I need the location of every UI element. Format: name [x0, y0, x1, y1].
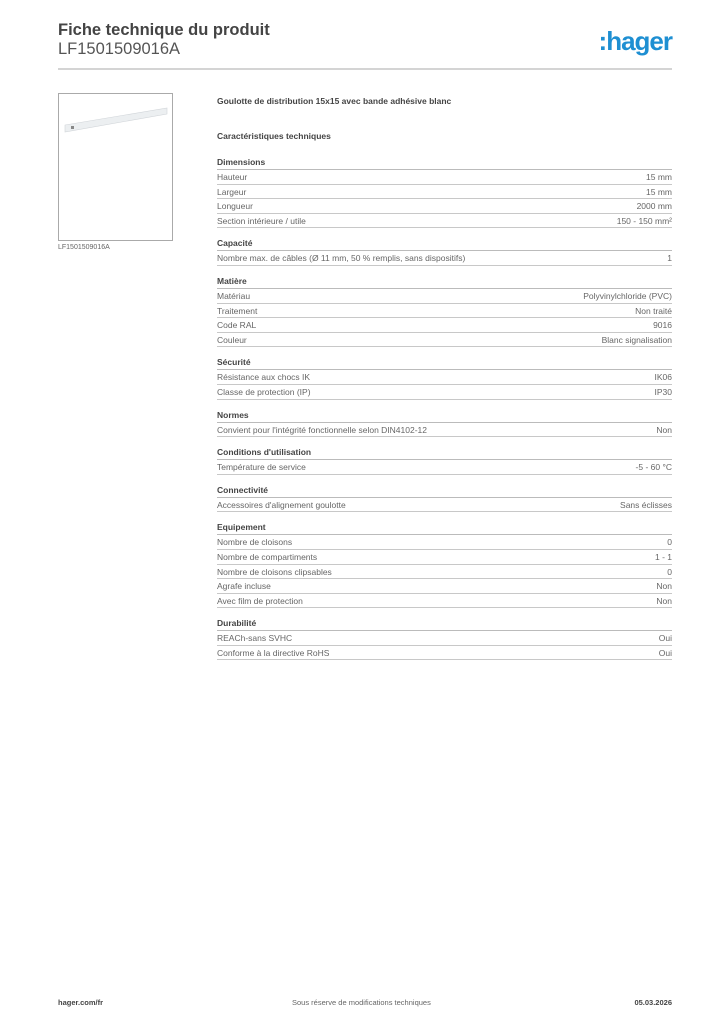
footer-disclaimer: Sous réserve de modifications techniques	[292, 998, 431, 1007]
spec-content	[217, 94, 672, 660]
spec-row	[217, 289, 672, 304]
spec-section	[217, 155, 672, 228]
spec-label: Section intérieure / utile	[217, 215, 306, 226]
spec-label: Avec film de protection	[217, 595, 303, 606]
section-title: Connectivité	[217, 483, 672, 498]
spec-value: Non	[656, 581, 672, 592]
spec-value: Oui	[658, 633, 672, 644]
spec-label: Nombre de compartiments	[217, 551, 318, 562]
spec-value: -5 - 60 °C	[635, 462, 672, 473]
spec-label: Résistance aux chocs IK	[217, 372, 311, 383]
header-divider	[58, 68, 672, 70]
spec-section	[217, 483, 672, 513]
section-title: Equipement	[217, 520, 672, 535]
spec-row	[217, 385, 672, 400]
spec-label: Conforme à la directive RoHS	[217, 647, 330, 658]
spec-row	[217, 370, 672, 385]
spec-value: Oui	[658, 647, 672, 658]
spec-section	[217, 445, 672, 475]
spec-section	[217, 355, 672, 399]
spec-section	[217, 236, 672, 266]
spec-value: 2000 mm	[636, 201, 672, 212]
spec-section	[217, 408, 672, 438]
spec-row	[217, 199, 672, 214]
product-name: Goulotte de distribution 15x15 avec bande adhésive blanc	[217, 96, 452, 106]
spec-section	[217, 520, 672, 608]
spec-label: Classe de protection (IP)	[217, 386, 311, 397]
spec-value: 0	[667, 566, 672, 577]
spec-row	[217, 304, 672, 319]
spec-section	[217, 616, 672, 660]
spec-row	[217, 214, 672, 229]
spec-row	[217, 333, 672, 348]
section-title: Normes	[217, 408, 672, 423]
spec-label: Matériau	[217, 290, 251, 301]
spec-value: Non	[656, 595, 672, 606]
section-title: Conditions d'utilisation	[217, 445, 672, 460]
spec-label: Couleur	[217, 334, 247, 345]
spec-value: IK06	[654, 372, 672, 383]
spec-value: IP30	[654, 386, 672, 397]
footer-date: 05.03.2026	[634, 998, 672, 1007]
spec-row	[217, 565, 672, 580]
image-caption: LF1501509016A	[58, 244, 110, 251]
spec-row	[217, 185, 672, 200]
spec-value: Non traité	[635, 305, 672, 316]
spec-label: Largeur	[217, 186, 247, 197]
spec-label: REACh-sans SVHC	[217, 633, 293, 644]
spec-label: Convient pour l'intégrité fonctionnelle selon DIN4102-12	[217, 424, 428, 435]
spec-label: Accessoires d'alignement goulotte	[217, 499, 346, 510]
spec-value: 15 mm	[646, 172, 672, 182]
spec-row	[217, 460, 672, 475]
product-image	[58, 93, 173, 241]
hager-logo: :hager	[598, 26, 672, 56]
spec-section	[217, 274, 672, 347]
spec-row	[217, 579, 672, 594]
spec-label: Longueur	[217, 201, 253, 212]
spec-row	[217, 594, 672, 609]
spec-value: 1	[667, 253, 672, 264]
spec-value: Non	[656, 424, 672, 435]
characteristics-heading: Caractéristiques techniques	[217, 131, 331, 141]
spec-value: 9016	[653, 320, 672, 331]
spec-row	[217, 251, 672, 266]
section-title: Durabilité	[217, 616, 672, 631]
spec-label: Nombre de cloisons	[217, 537, 293, 548]
spec-label: Nombre de cloisons clipsables	[217, 566, 332, 577]
spec-value: Blanc signalisation	[601, 334, 672, 345]
spec-row	[217, 631, 672, 646]
cable-trunking-image	[59, 94, 172, 240]
spec-label: Hauteur	[217, 172, 248, 182]
section-title: Sécurité	[217, 355, 672, 370]
spec-label: Traitement	[217, 305, 258, 316]
spec-label: Nombre max. de câbles (Ø 11 mm, 50 % remplis, sans dispositifs)	[217, 253, 466, 264]
section-title: Capacité	[217, 236, 672, 251]
spec-label: Agrafe incluse	[217, 581, 271, 592]
section-title: Matière	[217, 274, 672, 289]
spec-row	[217, 535, 672, 550]
footer-website[interactable]: hager.com/fr	[58, 998, 104, 1007]
spec-row	[217, 550, 672, 565]
spec-value: 0	[667, 537, 672, 548]
spec-value: 15 mm	[646, 186, 672, 197]
spec-row	[217, 170, 672, 185]
spec-value: 150 - 150 mm²	[616, 215, 672, 226]
spec-value: Polyvinylchloride (PVC)	[583, 290, 672, 301]
spec-row	[217, 423, 672, 438]
product-reference: LF1501509016A	[58, 40, 181, 58]
spec-row	[217, 646, 672, 661]
spec-row	[217, 318, 672, 333]
spec-value: 1 - 1	[654, 551, 672, 562]
section-title: Dimensions	[217, 155, 672, 170]
spec-label: Code RAL	[217, 320, 257, 331]
spec-row	[217, 498, 672, 513]
page-title: Fiche technique du produit	[58, 21, 270, 39]
spec-value: Sans éclisses	[620, 499, 672, 510]
spec-label: Température de service	[217, 462, 306, 473]
